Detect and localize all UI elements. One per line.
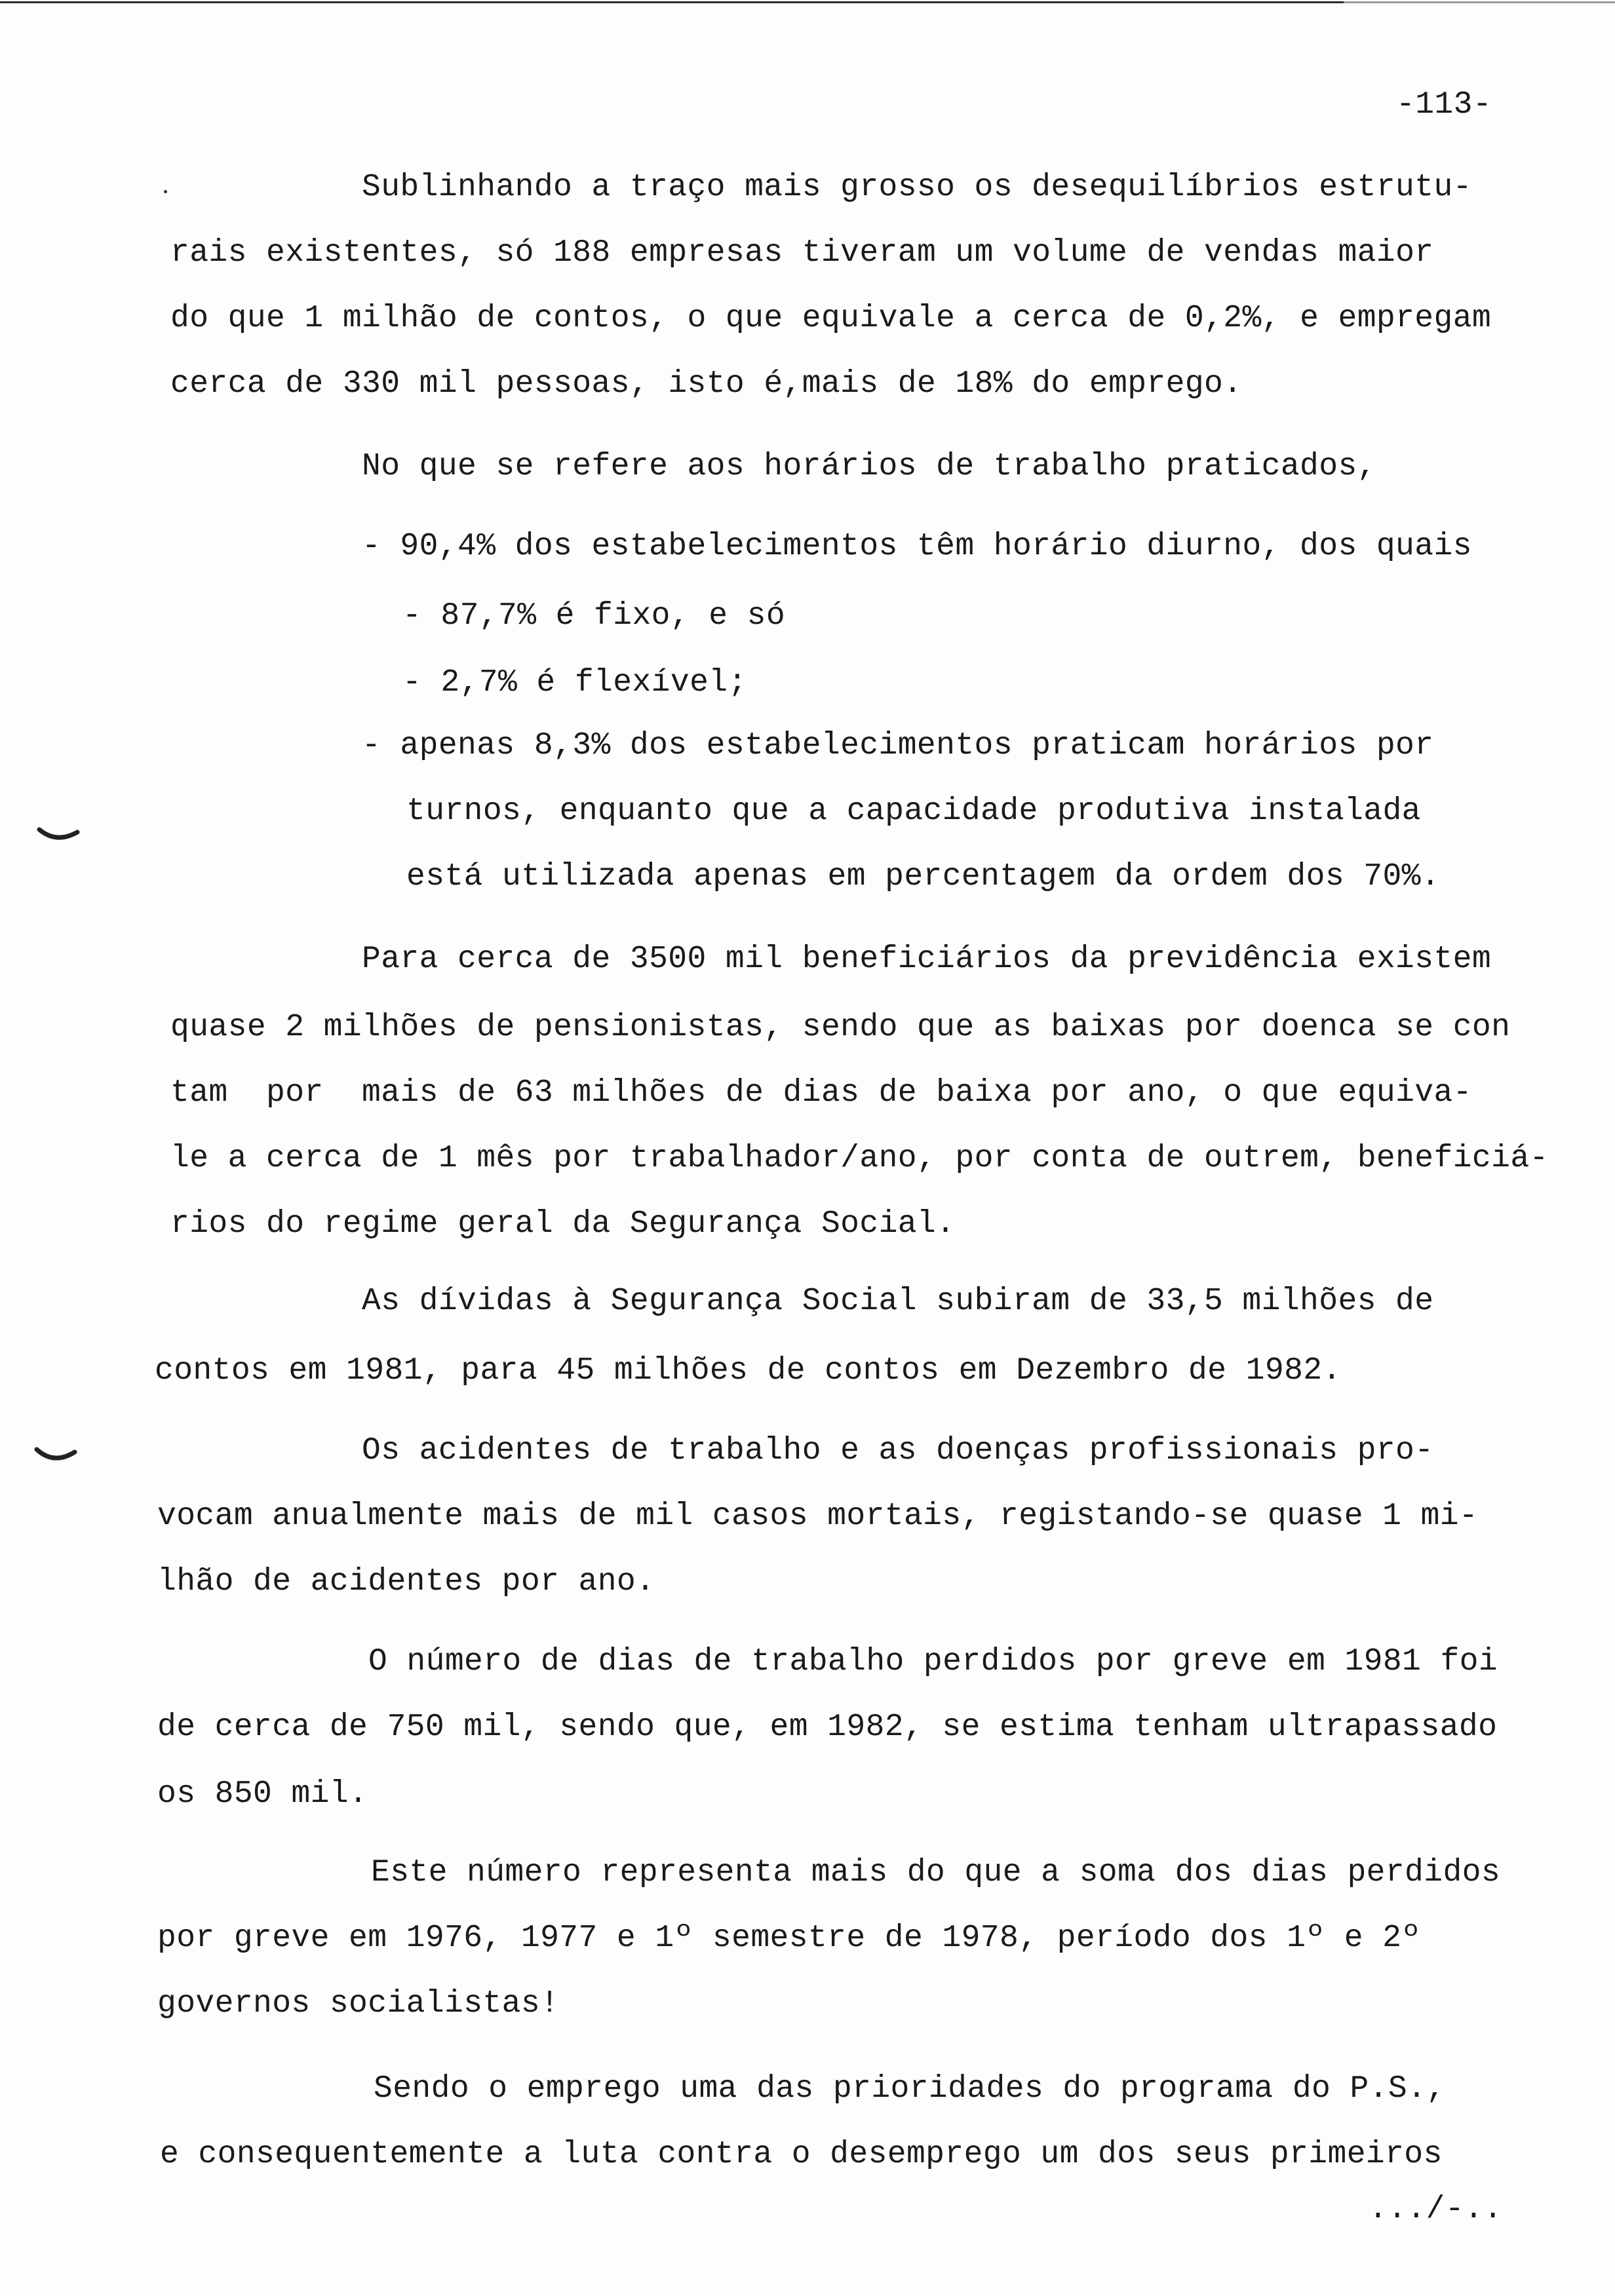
text-line: rais existentes, só 188 empresas tiveram um volume de vendas maior	[170, 235, 1434, 271]
text-line: os 850 mil.	[157, 1776, 368, 1812]
text-line: Para cerca de 3500 mil beneficiários da previdência existem	[362, 942, 1492, 977]
text-line: governos socialistas!	[157, 1986, 560, 2021]
binding-hole-mark	[34, 1443, 80, 1469]
text-line: está utilizada apenas em percentagem da ordem dos 70%.	[406, 859, 1441, 894]
text-line: Sendo o emprego uma das prioridades do programa do P.S.,	[374, 2071, 1446, 2107]
text-line: do que 1 milhão de contos, o que equivale a cerca de 0,2%, e empregam	[170, 301, 1492, 336]
binding-hole-mark	[37, 822, 83, 848]
text-line: le a cerca de 1 mês por trabalhador/ano, por conta de outrem, beneficiá-	[170, 1141, 1549, 1176]
text-line: por greve em 1976, 1977 e 1º semestre de 1978, período dos 1º e 2º	[157, 1921, 1421, 1956]
text-line: tam por mais de 63 milhões de dias de baixa por ano, o que equiva-	[170, 1075, 1472, 1111]
page-number: -113-	[1396, 87, 1492, 123]
text-line: lhão de acidentes por ano.	[157, 1564, 655, 1599]
text-line: rios do regime geral da Segurança Social.	[170, 1206, 956, 1242]
list-subitem: - 87,7% é fixo, e só	[402, 598, 786, 634]
text-line: cerca de 330 mil pessoas, isto é,mais de 18% do emprego.	[170, 366, 1243, 402]
text-line: contos em 1981, para 45 milhões de contos em Dezembro de 1982.	[155, 1353, 1342, 1388]
text-line: turnos, enquanto que a capacidade produtiva instalada	[406, 794, 1421, 829]
text-line: e consequentemente a luta contra o desemprego um dos seus primeiros	[160, 2137, 1443, 2172]
text-line: Sublinhando a traço mais grosso os desequilíbrios estrutu-	[362, 170, 1472, 205]
list-subitem: - 2,7% é flexível;	[402, 665, 747, 700]
list-item: - 90,4% dos estabelecimentos têm horário diurno, dos quais	[362, 529, 1472, 564]
text-line: vocam anualmente mais de mil casos mortais, registando-se quase 1 mi-	[157, 1499, 1479, 1534]
text-line: de cerca de 750 mil, sendo que, em 1982, se estima tenham ultrapassado	[157, 1710, 1498, 1745]
continuation-mark: .../-..	[1369, 2192, 1503, 2227]
text-line: Este número representa mais do que a soma dos dias perdidos	[371, 1855, 1501, 1890]
ink-speck	[164, 190, 167, 193]
text-line: As dívidas à Segurança Social subiram de 33,5 milhões de	[362, 1284, 1434, 1319]
list-item: - apenas 8,3% dos estabelecimentos praticam horários por	[362, 728, 1434, 763]
text-line: quase 2 milhões de pensionistas, sendo que as baixas por doenca se con	[170, 1010, 1511, 1045]
text-line: Os acidentes de trabalho e as doenças profissionais pro-	[362, 1433, 1434, 1468]
top-border-line-faint	[1344, 1, 1615, 3]
text-line: No que se refere aos horários de trabalho praticados,	[362, 449, 1376, 484]
text-line: O número de dias de trabalho perdidos por greve em 1981 foi	[368, 1644, 1498, 1679]
